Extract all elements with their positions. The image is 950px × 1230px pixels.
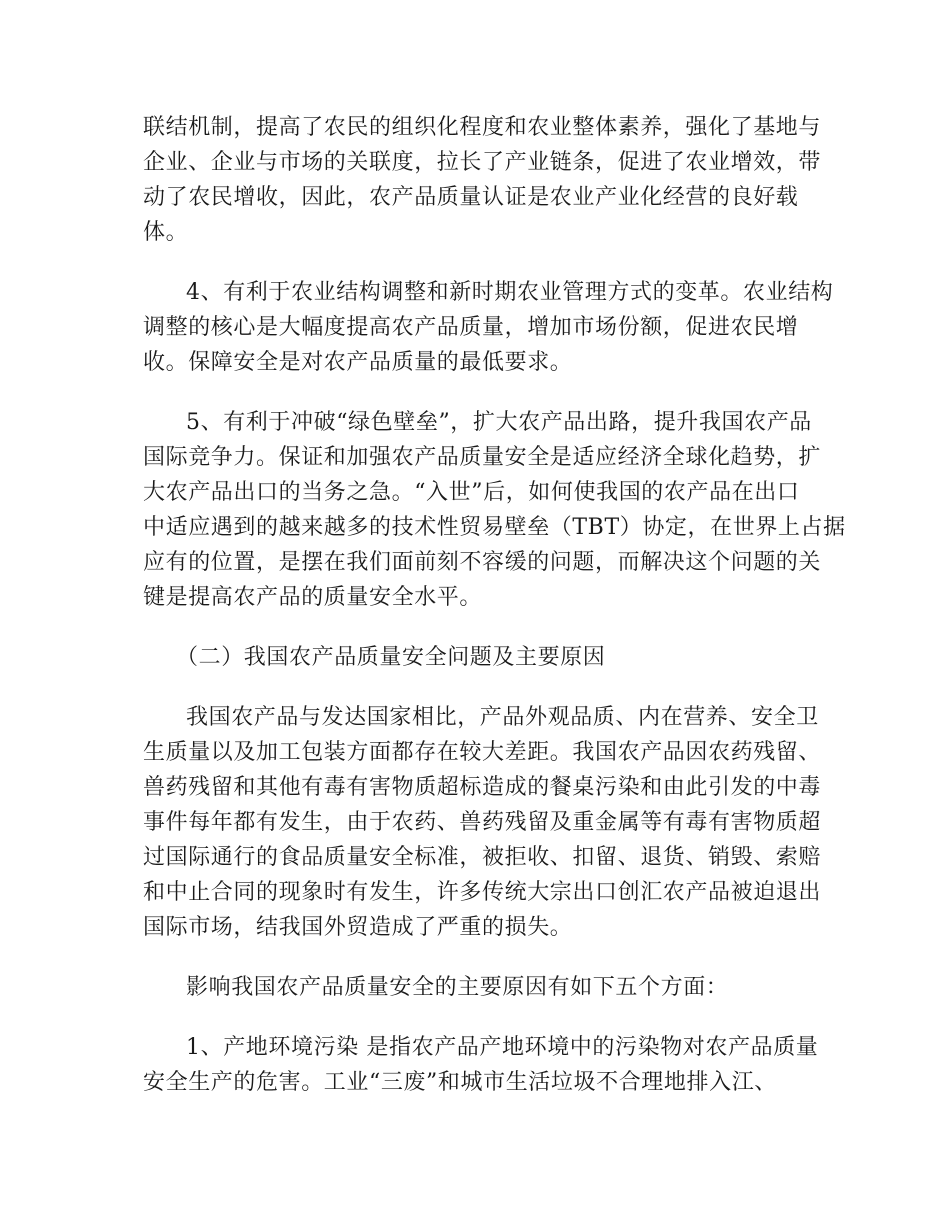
text-line: 国际市场，结我国外贸造成了严重的损失。 bbox=[143, 915, 573, 940]
text-line: 国际竞争力。保证和加强农产品质量安全是适应经济全球化趋势，扩 bbox=[143, 445, 822, 470]
text-line: 企业、企业与市场的关联度，拉长了产业链条，促进了农业增效，带 bbox=[143, 150, 822, 175]
text-line: 事件每年都有发生，由于农药、兽药残留及重金属等有毒有害物质超 bbox=[143, 810, 822, 835]
text-line: 兽药残留和其他有毒有害物质超标造成的餐桌污染和由此引发的中毒 bbox=[143, 775, 822, 800]
text-line: 大农产品出口的当务之急。“入世”后，如何使我国的农产品在出口 bbox=[143, 480, 800, 505]
text-line: 影响我国农产品质量安全的主要原因有如下五个方面： bbox=[186, 975, 729, 1000]
text-line: 1、产地环境污染 是指农产品产地环境中的污染物对农产品质量 bbox=[186, 1035, 819, 1060]
text-line: 键是提高农产品的质量安全水平。 bbox=[143, 585, 483, 610]
text-line: 中适应遇到的越来越多的技术性贸易壁垒（TBT）协定，在世界上占据 bbox=[143, 515, 846, 540]
text-line: 4、有利于农业结构调整和新时期农业管理方式的变革。农业结构 bbox=[186, 280, 834, 305]
text-line: 体。 bbox=[143, 220, 189, 245]
text-line: 过国际通行的食品质量安全标准，被拒收、扣留、退货、销毁、索赔 bbox=[143, 845, 822, 870]
text-line: 调整的核心是大幅度提高农产品质量，增加市场份额，促进农民增 bbox=[143, 315, 799, 340]
text-line: 联结机制，提高了农民的组织化程度和农业整体素养，强化了基地与 bbox=[143, 115, 822, 140]
text-line: 安全生产的危害。工业“三废”和城市生活垃圾不合理地排入江、 bbox=[143, 1070, 777, 1095]
text-line: 应有的位置，是摆在我们面前刻不容缓的问题，而解决这个问题的关 bbox=[143, 550, 822, 575]
text-line: 动了农民增收，因此，农产品质量认证是农业产业化经营的良好载 bbox=[143, 185, 799, 210]
section-heading: （二）我国农产品质量安全问题及主要原因 bbox=[176, 645, 606, 670]
text-line: 5、有利于冲破“绿色壁垒”，扩大农产品出路，提升我国农产品 bbox=[186, 410, 812, 435]
text-line: 我国农产品与发达国家相比，产品外观品质、内在营养、安全卫 bbox=[186, 705, 819, 730]
text-line: 生质量以及加工包装方面都存在较大差距。我国农产品因农药残留、 bbox=[143, 740, 822, 765]
text-line: 收。保障安全是对农产品质量的最低要求。 bbox=[143, 350, 573, 375]
text-line: 和中止合同的现象时有发生，许多传统大宗出口创汇农产品被迫退出 bbox=[143, 880, 822, 905]
